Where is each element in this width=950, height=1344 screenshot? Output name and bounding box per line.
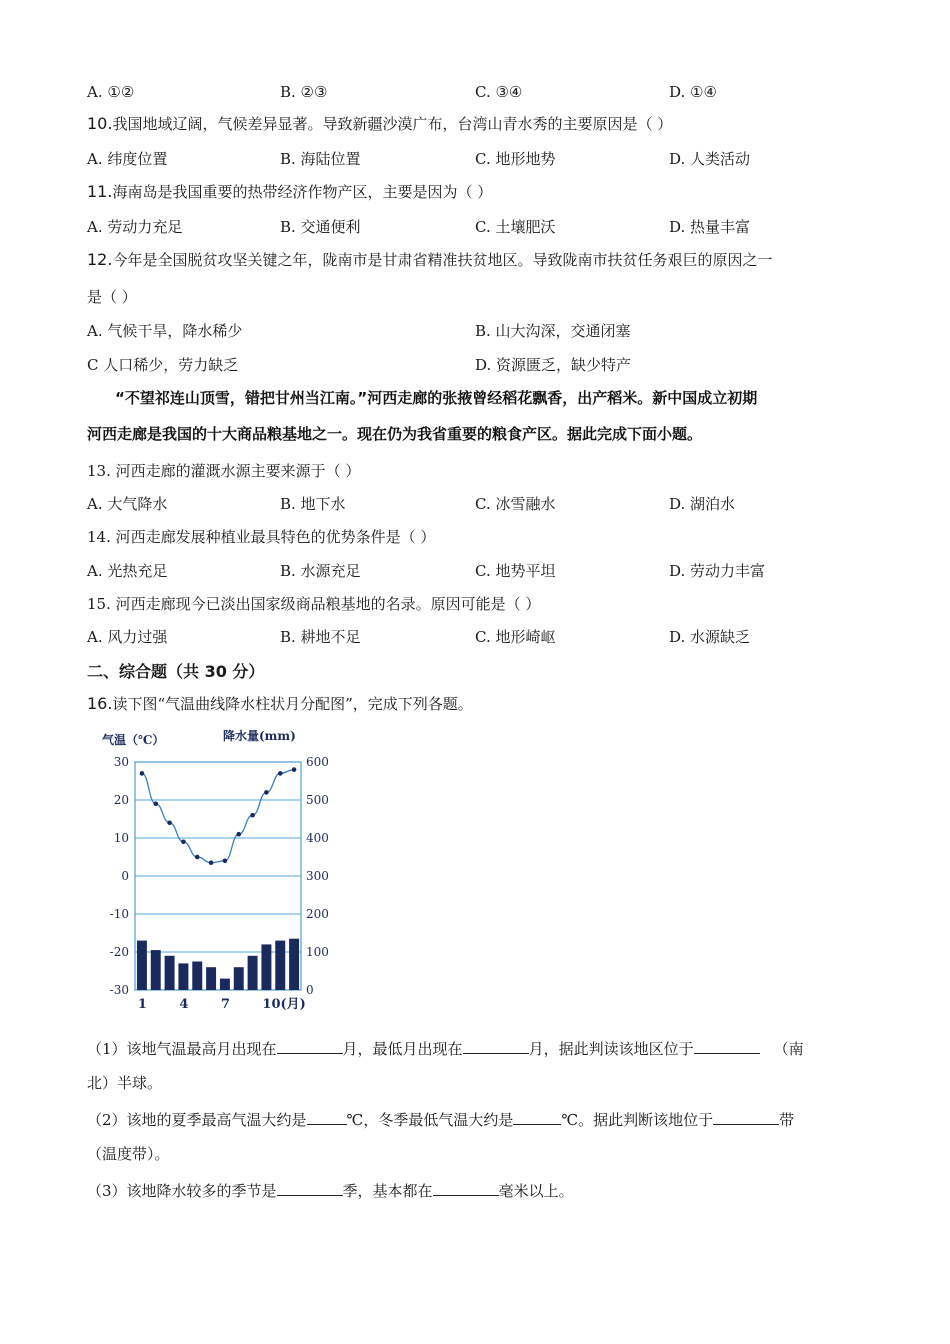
precipitation-bar [275,941,285,990]
q12-option-b[interactable]: B. 山大沟深，交通闭塞 [475,322,631,340]
passage-line-1 [87,380,862,416]
q15-option-d[interactable]: D. 水源缺乏 [669,628,751,646]
right-axis-ticks [306,755,329,997]
q10-option-b[interactable]: B. 海陆位置 [280,150,361,168]
x-tick-label: 7 [220,997,230,1012]
temperature-point [181,840,186,845]
precipitation-bar [234,967,244,990]
q13-stem: 13. 河西走廊的灌溉水源主要来源于（ ） [87,462,361,480]
precipitation-bar [165,956,175,990]
temperature-point [140,771,145,776]
q9-option-c[interactable]: C. ③④ [475,83,523,101]
temperature-point [209,860,214,865]
q16-sub1-text-d: （南 [773,1040,804,1058]
q16-sub1-line2: 北）半球。 [87,1074,163,1092]
q16-sub3-text-c: 毫米以上。 [498,1182,574,1200]
q12-text-line2: 是（ ） [87,288,137,306]
q12-text-line1: 今年是全国脱贫攻坚关键之年，陇南市是甘肃省精准扶贫地区。导致陇南市扶贫任务艰巨的原因之一 [112,251,773,269]
precipitation-bar [192,962,202,991]
q16-sub1-text-c: 月，据此判读该地区位于 [528,1040,694,1058]
q10-text: 我国地域辽阔，气候差异显著。导致新疆沙漠广布，台湾山青水秀的主要原因是（ ） [112,115,673,133]
right-tick-label: 0 [306,983,314,997]
precipitation-bar [220,979,230,990]
q10-option-a[interactable]: A. 纬度位置 [87,150,168,168]
q13-option-c[interactable]: C. 冰雪融水 [475,495,556,513]
passage-line-2: 河西走廊是我国的十大商品粮基地之一。现在仍为我省重要的粮食产区。据此完成下面小题。 [87,425,703,443]
x-tick-label: 4 [179,997,189,1012]
chart-gridlines [135,800,301,952]
left-tick-label: -20 [109,945,129,959]
q14-option-b[interactable]: B. 水源充足 [280,562,361,580]
right-tick-label: 400 [306,831,329,845]
q12-option-c[interactable]: C 人口稀少，劳力缺乏 [87,356,239,374]
left-tick-label: 0 [121,869,129,883]
left-tick-label: 20 [113,793,129,807]
q14-option-d[interactable]: D. 劳动力丰富 [669,562,766,580]
q16-sub1-blank-1[interactable] [277,1037,343,1054]
right-tick-label: 100 [306,945,329,959]
left-tick-label: -30 [109,983,129,997]
left-tick-label: -10 [109,907,129,921]
q16-sub1-text-a: （1）该地气温最高月出现在 [87,1040,277,1058]
q15-option-b[interactable]: B. 耕地不足 [280,628,361,646]
q16-sub3-blank-2[interactable] [433,1179,499,1196]
q13-option-d[interactable]: D. 湖泊水 [669,495,736,513]
precipitation-bar [261,944,271,990]
precipitation-bar [248,956,258,990]
precipitation-bars [137,939,299,990]
q15-option-c[interactable]: C. 地形崎岖 [475,628,556,646]
q11-option-c[interactable]: C. 土壤肥沃 [475,218,556,236]
temperature-point [264,790,269,795]
precipitation-bar [178,963,188,990]
q12-number: 12. [87,250,113,269]
temperature-point [250,813,255,818]
reading-passage [87,380,862,452]
q12-option-a[interactable]: A. 气候干旱，降水稀少 [87,322,243,340]
temperature-point [292,767,297,772]
q15-option-a[interactable]: A. 风力过强 [87,628,168,646]
precipitation-bar [151,950,161,990]
q11-option-a[interactable]: A. 劳动力充足 [87,218,183,236]
temperature-point [167,821,172,826]
q16-text: 读下图“气温曲线降水柱状月分配图”，完成下列各题。 [112,695,473,713]
q16-sub3-text-b: 季，基本都在 [342,1182,433,1200]
left-axis-label: 气温（℃） [102,733,165,747]
q10-stem [87,114,672,134]
temperature-point [278,771,283,776]
q13-option-b[interactable]: B. 地下水 [280,495,346,513]
q16-sub2-text-a: （2）该地的夏季最高气温大约是 [87,1111,307,1129]
climate-chart [90,722,350,1012]
q16-sub2-blank-1[interactable] [307,1108,347,1125]
q11-number: 11. [87,182,113,201]
q16-sub3-text-a: （3）该地降水较多的季节是 [87,1182,277,1200]
right-tick-label: 300 [306,869,329,883]
q12-stem [87,250,772,270]
q16-sub1-blank-2[interactable] [463,1037,529,1054]
temperature-point [153,802,158,807]
temperature-curve [140,767,297,865]
q9-option-b[interactable]: B. ②③ [280,83,328,101]
q9-option-d[interactable]: D. ①④ [669,83,717,101]
passage-line-1-text: “不望祁连山顶雪，错把甘州当江南。”河西走廊的张掖曾经稻花飘香，出产稻米。新中国成立初期 [115,389,758,407]
right-tick-label: 600 [306,755,329,769]
q16-sub2-line2: （温度带）。 [87,1145,170,1163]
q14-option-c[interactable]: C. 地势平坦 [475,562,556,580]
q10-option-c[interactable]: C. 地形地势 [475,150,556,168]
q16-sub2-blank-2[interactable] [513,1108,561,1125]
left-tick-label: 10 [113,831,129,845]
q16-sub1-blank-3[interactable] [694,1037,760,1054]
q11-option-b[interactable]: B. 交通便利 [280,218,361,236]
q10-option-d[interactable]: D. 人类活动 [669,150,751,168]
temperature-point [195,855,200,860]
x-axis-ticks [138,997,306,1012]
q16-sub2-blank-3[interactable] [713,1108,779,1125]
x-tick-label: 10(月) [262,997,306,1012]
section-2-title: 二、综合题（共 30 分） [87,662,265,681]
q11-stem [87,182,492,202]
right-tick-label: 200 [306,907,329,921]
q16-sub2-line1 [87,1108,794,1130]
precipitation-bar [206,967,216,990]
q16-sub2-text-c: ℃。据此判断该地位于 [561,1111,714,1129]
q16-sub3-line1 [87,1179,574,1201]
q10-number: 10. [87,114,113,133]
q14-stem: 14. 河西走廊发展种植业最具特色的优势条件是（ ） [87,528,436,546]
q11-text: 海南岛是我国重要的热带经济作物产区，主要是因为（ ） [112,183,493,201]
q9-option-a[interactable]: A. ①② [87,83,135,101]
right-tick-label: 500 [306,793,329,807]
q16-number: 16. [87,694,113,713]
q11-option-d[interactable]: D. 热量丰富 [669,218,751,236]
q16-sub3-blank-1[interactable] [277,1179,343,1196]
temperature-point [236,832,241,837]
q16-sub2-text-b: ℃，冬季最低气温大约是 [346,1111,514,1129]
precipitation-bar [289,939,299,990]
left-axis-ticks [110,755,129,997]
q16-sub1-line1 [87,1037,804,1059]
q16-sub1-text-b: 月，最低月出现在 [342,1040,463,1058]
q15-stem: 15. 河西走廊现今已淡出国家级商品粮基地的名录。原因可能是（ ） [87,595,541,613]
left-tick-label: 30 [113,755,129,769]
temperature-point [223,859,228,864]
right-axis-label: 降水量(mm) [223,729,296,743]
q16-sub2-text-d: 带 [779,1111,795,1129]
q16-stem [87,694,473,714]
precipitation-bar [137,941,147,990]
temperature-line [142,770,294,863]
q12-option-d[interactable]: D. 资源匮乏，缺少特产 [475,356,632,374]
q14-option-a[interactable]: A. 光热充足 [87,562,168,580]
x-tick-label: 1 [137,997,147,1012]
q13-option-a[interactable]: A. 大气降水 [87,495,168,513]
